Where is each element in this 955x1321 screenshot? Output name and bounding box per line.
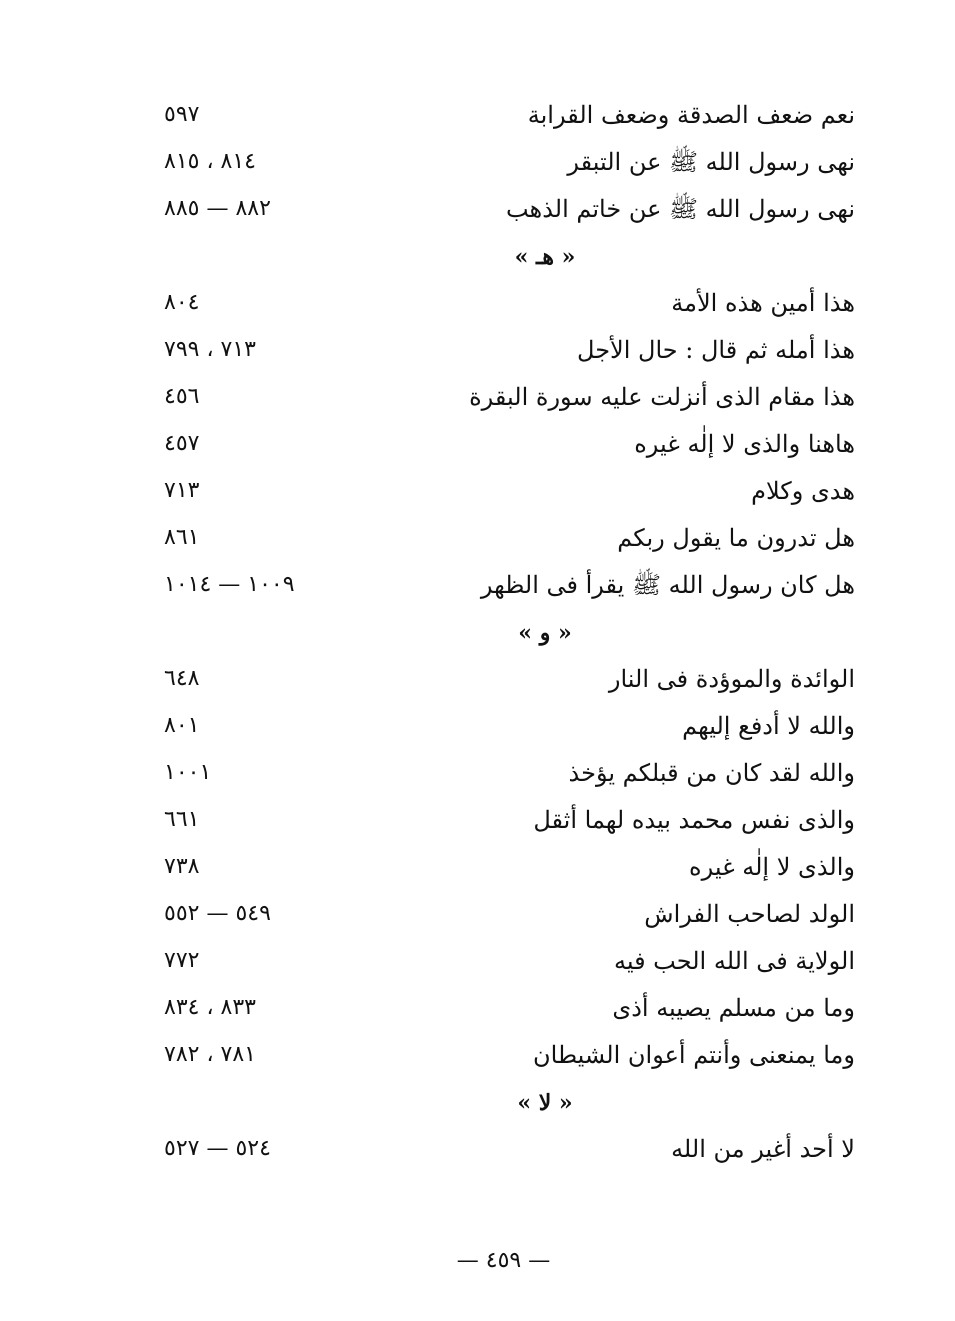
index-entry xyxy=(150,515,870,562)
index-entry xyxy=(150,327,870,374)
index-entry xyxy=(150,797,870,844)
index-entry xyxy=(150,703,870,750)
entry-pages: ٤٥٦ xyxy=(164,384,200,409)
entry-text: لا أحد أغير من الله xyxy=(671,1135,855,1163)
entry-pages: ٨٠١ xyxy=(164,713,200,738)
entry-text: هل تدرون ما يقول ربكم xyxy=(617,524,855,552)
hadith-index-list xyxy=(150,92,870,1173)
index-entry xyxy=(150,280,870,327)
page-number-footer xyxy=(0,1248,955,1273)
index-entry xyxy=(150,1126,870,1173)
index-entry xyxy=(150,374,870,421)
index-entry xyxy=(150,468,870,515)
entry-pages: ٨٦١ xyxy=(164,525,200,550)
section-letter: « لا » xyxy=(517,1089,573,1116)
entry-pages: ١٠٠٩ — ١٠١٤ xyxy=(164,572,295,597)
entry-pages: ٤٥٧ xyxy=(164,431,200,456)
entry-text: والله لقد كان من قبلكم يؤخذ xyxy=(568,759,855,787)
section-letter: « و » xyxy=(518,619,572,646)
entry-text: وما يمنعنى وأنتم أعوان الشيطان xyxy=(533,1041,855,1069)
index-entry xyxy=(150,750,870,797)
section-letter: « هـ » xyxy=(514,243,576,270)
entry-pages: ١٠٠١ xyxy=(164,760,212,785)
entry-text: نعم ضعف الصدقة وضعف القرابة xyxy=(527,101,855,129)
entry-text: هل كان رسول الله ﷺ يقرأ فى الظهر xyxy=(480,571,855,599)
section-heading-la xyxy=(150,1079,870,1126)
entry-text: وما من مسلم يصيبه أذى xyxy=(612,994,855,1022)
entry-pages: ٨١٤ ، ٨١٥ xyxy=(164,149,256,174)
entry-pages: ٥٢٤ — ٥٢٧ xyxy=(164,1136,271,1161)
index-entry xyxy=(150,938,870,985)
index-entry xyxy=(150,139,870,186)
index-entry xyxy=(150,844,870,891)
entry-text: نهى رسول الله ﷺ عن خاتم الذهب xyxy=(505,195,855,223)
entry-text: والذى لا إلٰه غيره xyxy=(689,853,855,881)
index-entry xyxy=(150,656,870,703)
entry-text: الولاية فى الله الحب فيه xyxy=(613,947,855,975)
index-entry xyxy=(150,1032,870,1079)
entry-pages: ٧٧٢ xyxy=(164,948,200,973)
section-heading-ha xyxy=(150,233,870,280)
entry-pages: ٧١٣ ، ٧٩٩ xyxy=(164,337,256,362)
page-number: — ٤٥٩ — xyxy=(456,1248,551,1273)
entry-text: والذى نفس محمد بيده لهما أثقل xyxy=(533,806,855,834)
entry-text: هذا مقام الذى أنزلت عليه سورة البقرة xyxy=(469,383,855,411)
entry-text: هدى وكلام xyxy=(751,477,855,505)
entry-text: هذا أمله ثم قال : حال الأجل xyxy=(577,336,855,364)
entry-text: الوائدة والموؤدة فى النار xyxy=(608,665,855,693)
index-entry xyxy=(150,92,870,139)
entry-pages: ٦٤٨ xyxy=(164,666,200,691)
entry-pages: ٦٦١ xyxy=(164,807,200,832)
entry-pages: ٨٣٣ ، ٨٣٤ xyxy=(164,995,256,1020)
entry-text: هاهنا والذى لا إلٰه غيره xyxy=(634,430,855,458)
entry-pages: ٨٠٤ xyxy=(164,290,200,315)
entry-pages: ٥٤٩ — ٥٥٢ xyxy=(164,901,271,926)
index-entry xyxy=(150,891,870,938)
entry-text: هذا أمين هذه الأمة xyxy=(671,289,855,317)
entry-text: الولد لصاحب الفراش xyxy=(644,900,855,928)
index-entry xyxy=(150,421,870,468)
index-entry xyxy=(150,186,870,233)
entry-text: نهى رسول الله ﷺ عن التبقر xyxy=(567,148,855,176)
entry-pages: ٧٨١ ، ٧٨٢ xyxy=(164,1042,256,1067)
section-heading-waw xyxy=(150,609,870,656)
index-entry xyxy=(150,562,870,609)
entry-text: والله لا أدفع إليهم xyxy=(682,712,855,740)
entry-pages: ٥٩٧ xyxy=(164,102,200,127)
entry-pages: ٧٣٨ xyxy=(164,854,200,879)
entry-pages: ٨٨٢ — ٨٨٥ xyxy=(164,196,271,221)
index-entry xyxy=(150,985,870,1032)
entry-pages: ٧١٣ xyxy=(164,478,200,503)
